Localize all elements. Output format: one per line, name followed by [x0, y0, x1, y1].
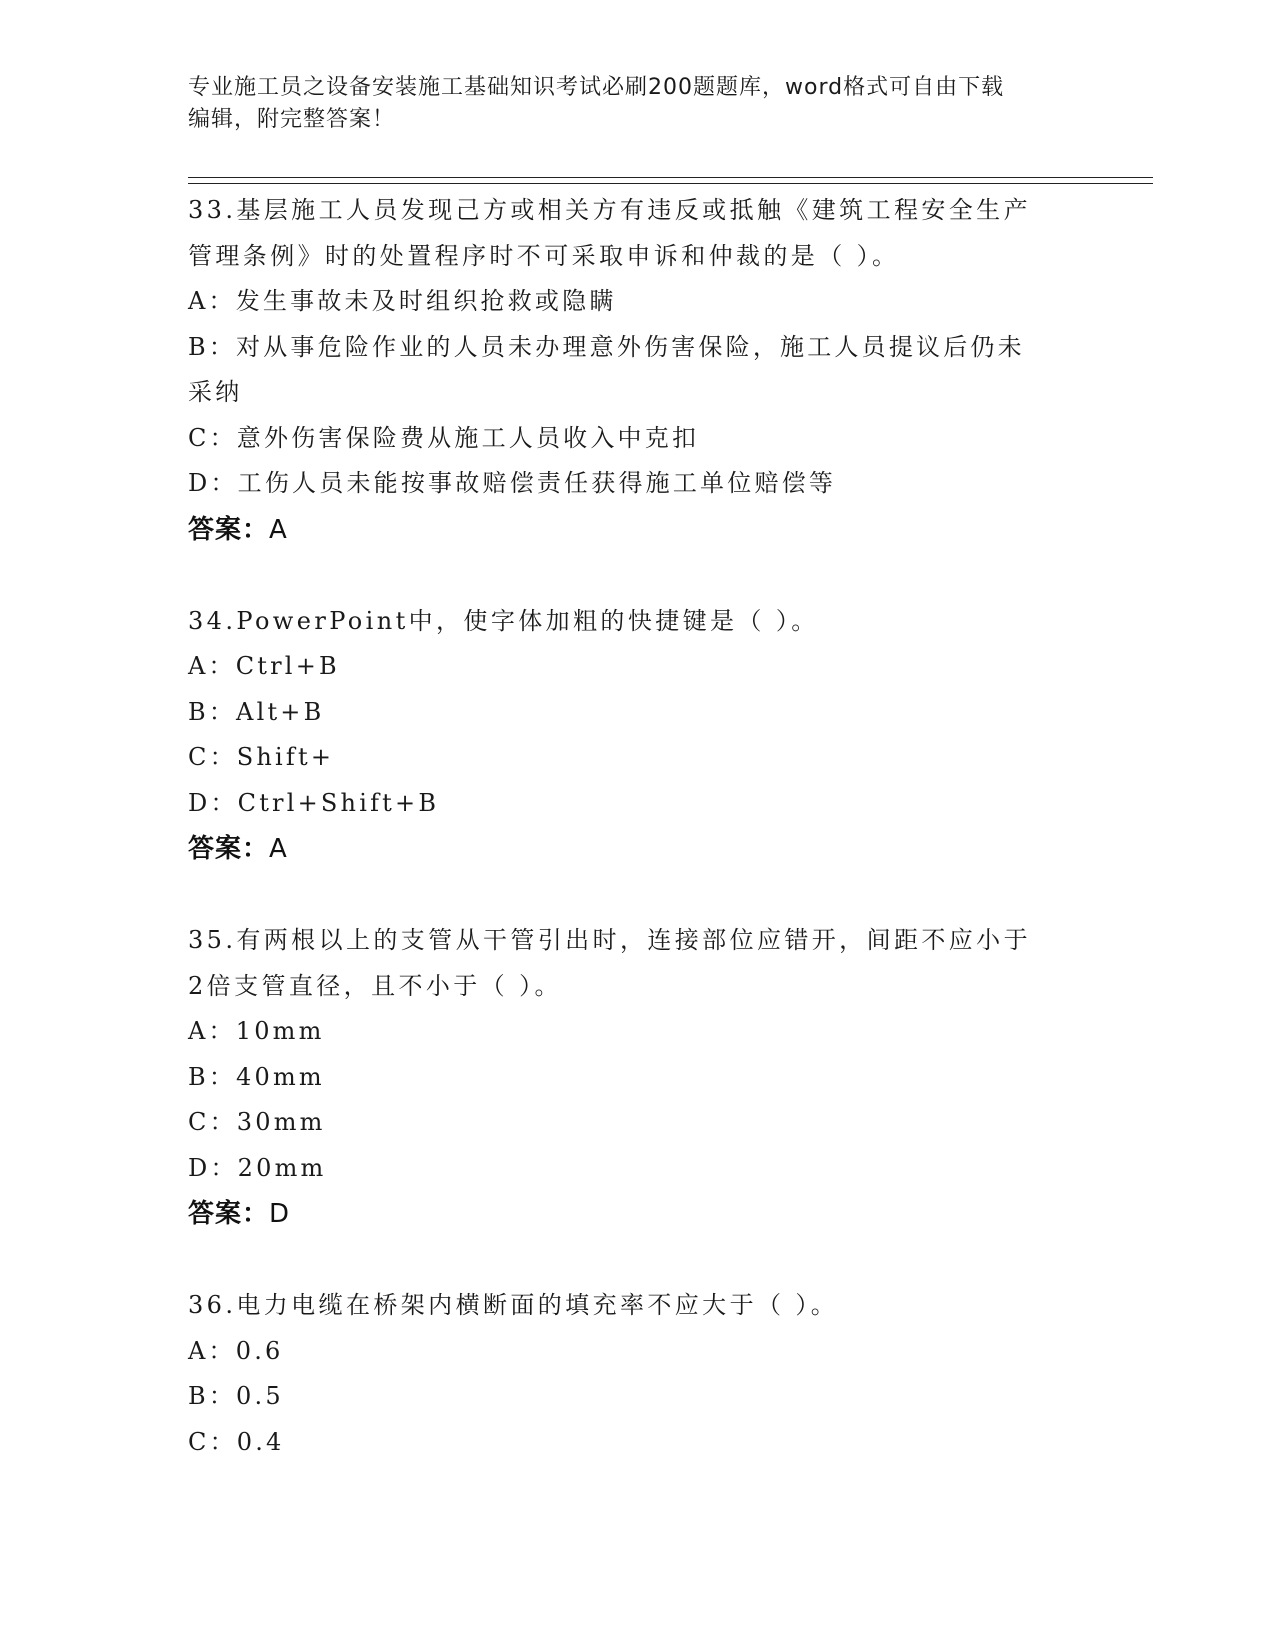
answer-option: D：Ctrl+Shift+B: [188, 788, 440, 817]
header-title-line-2: 编辑，附完整答案！: [188, 107, 396, 132]
header-divider-top: [188, 177, 1153, 178]
question-block: [188, 599, 1088, 873]
answer-value: D: [269, 1199, 291, 1229]
answer-line: [188, 507, 1088, 553]
question-stem-line: 35.有两根以上的支管从干管引出时，连接部位应错开，间距不应小于: [188, 926, 1031, 954]
answer-option: B：对从事危险作业的人员未办理意外伤害保险，施工人员提议后仍未: [188, 332, 1025, 361]
header-title-line-1: 专业施工员之设备安装施工基础知识考试必刷200题题库，word格式可自由下载: [188, 75, 1005, 100]
answer-option: A：发生事故未及时组织抢救或隐瞒: [188, 287, 617, 315]
answer-option: C：意外伤害保险费从施工人员收入中克扣: [188, 423, 700, 452]
answer-line: [188, 826, 1088, 872]
question-block: [188, 188, 1088, 553]
question-stem-line: 2倍支管直径，且不小于（ ）。: [188, 971, 562, 1000]
answer-label: 答案：: [188, 1199, 270, 1229]
answer-option: A：10mm: [188, 1017, 325, 1045]
header-divider-bottom: [188, 183, 1153, 184]
answer-option: B：40mm: [188, 1062, 325, 1091]
question-stem-line: 33.基层施工人员发现己方或相关方有违反或抵触《建筑工程安全生产: [188, 196, 1031, 224]
answer-option: 采纳: [188, 378, 243, 406]
answer-option: C：Shift+: [188, 743, 335, 771]
document-header: [188, 72, 1088, 136]
answer-option: B：Alt+B: [188, 697, 325, 726]
answer-label: 答案：: [188, 834, 270, 864]
question-list: [188, 188, 1088, 1511]
answer-option: D：20mm: [188, 1153, 327, 1182]
question-stem-line: 34.PowerPoint中，使字体加粗的快捷键是（ ）。: [188, 606, 819, 635]
question-stem-line: 36.电力电缆在桥架内横断面的填充率不应大于（ ）。: [188, 1291, 839, 1319]
answer-value: A: [269, 514, 288, 545]
answer-option: C：30mm: [188, 1108, 326, 1136]
answer-option: A：Ctrl+B: [188, 652, 340, 680]
answer-line: [188, 1191, 1088, 1237]
answer-option: A：0.6: [188, 1336, 284, 1365]
answer-option: B：0.5: [188, 1382, 284, 1410]
question-block: [188, 1283, 1088, 1465]
answer-label: 答案：: [188, 514, 270, 545]
question-stem-line: 管理条例》时的处置程序时不可采取申诉和仲裁的是（ ）。: [188, 241, 900, 270]
answer-option: C：0.4: [188, 1427, 285, 1456]
answer-option: D：工伤人员未能按事故赔偿责任获得施工单位赔偿等: [188, 469, 837, 497]
question-block: [188, 918, 1088, 1237]
answer-value: A: [269, 834, 288, 864]
